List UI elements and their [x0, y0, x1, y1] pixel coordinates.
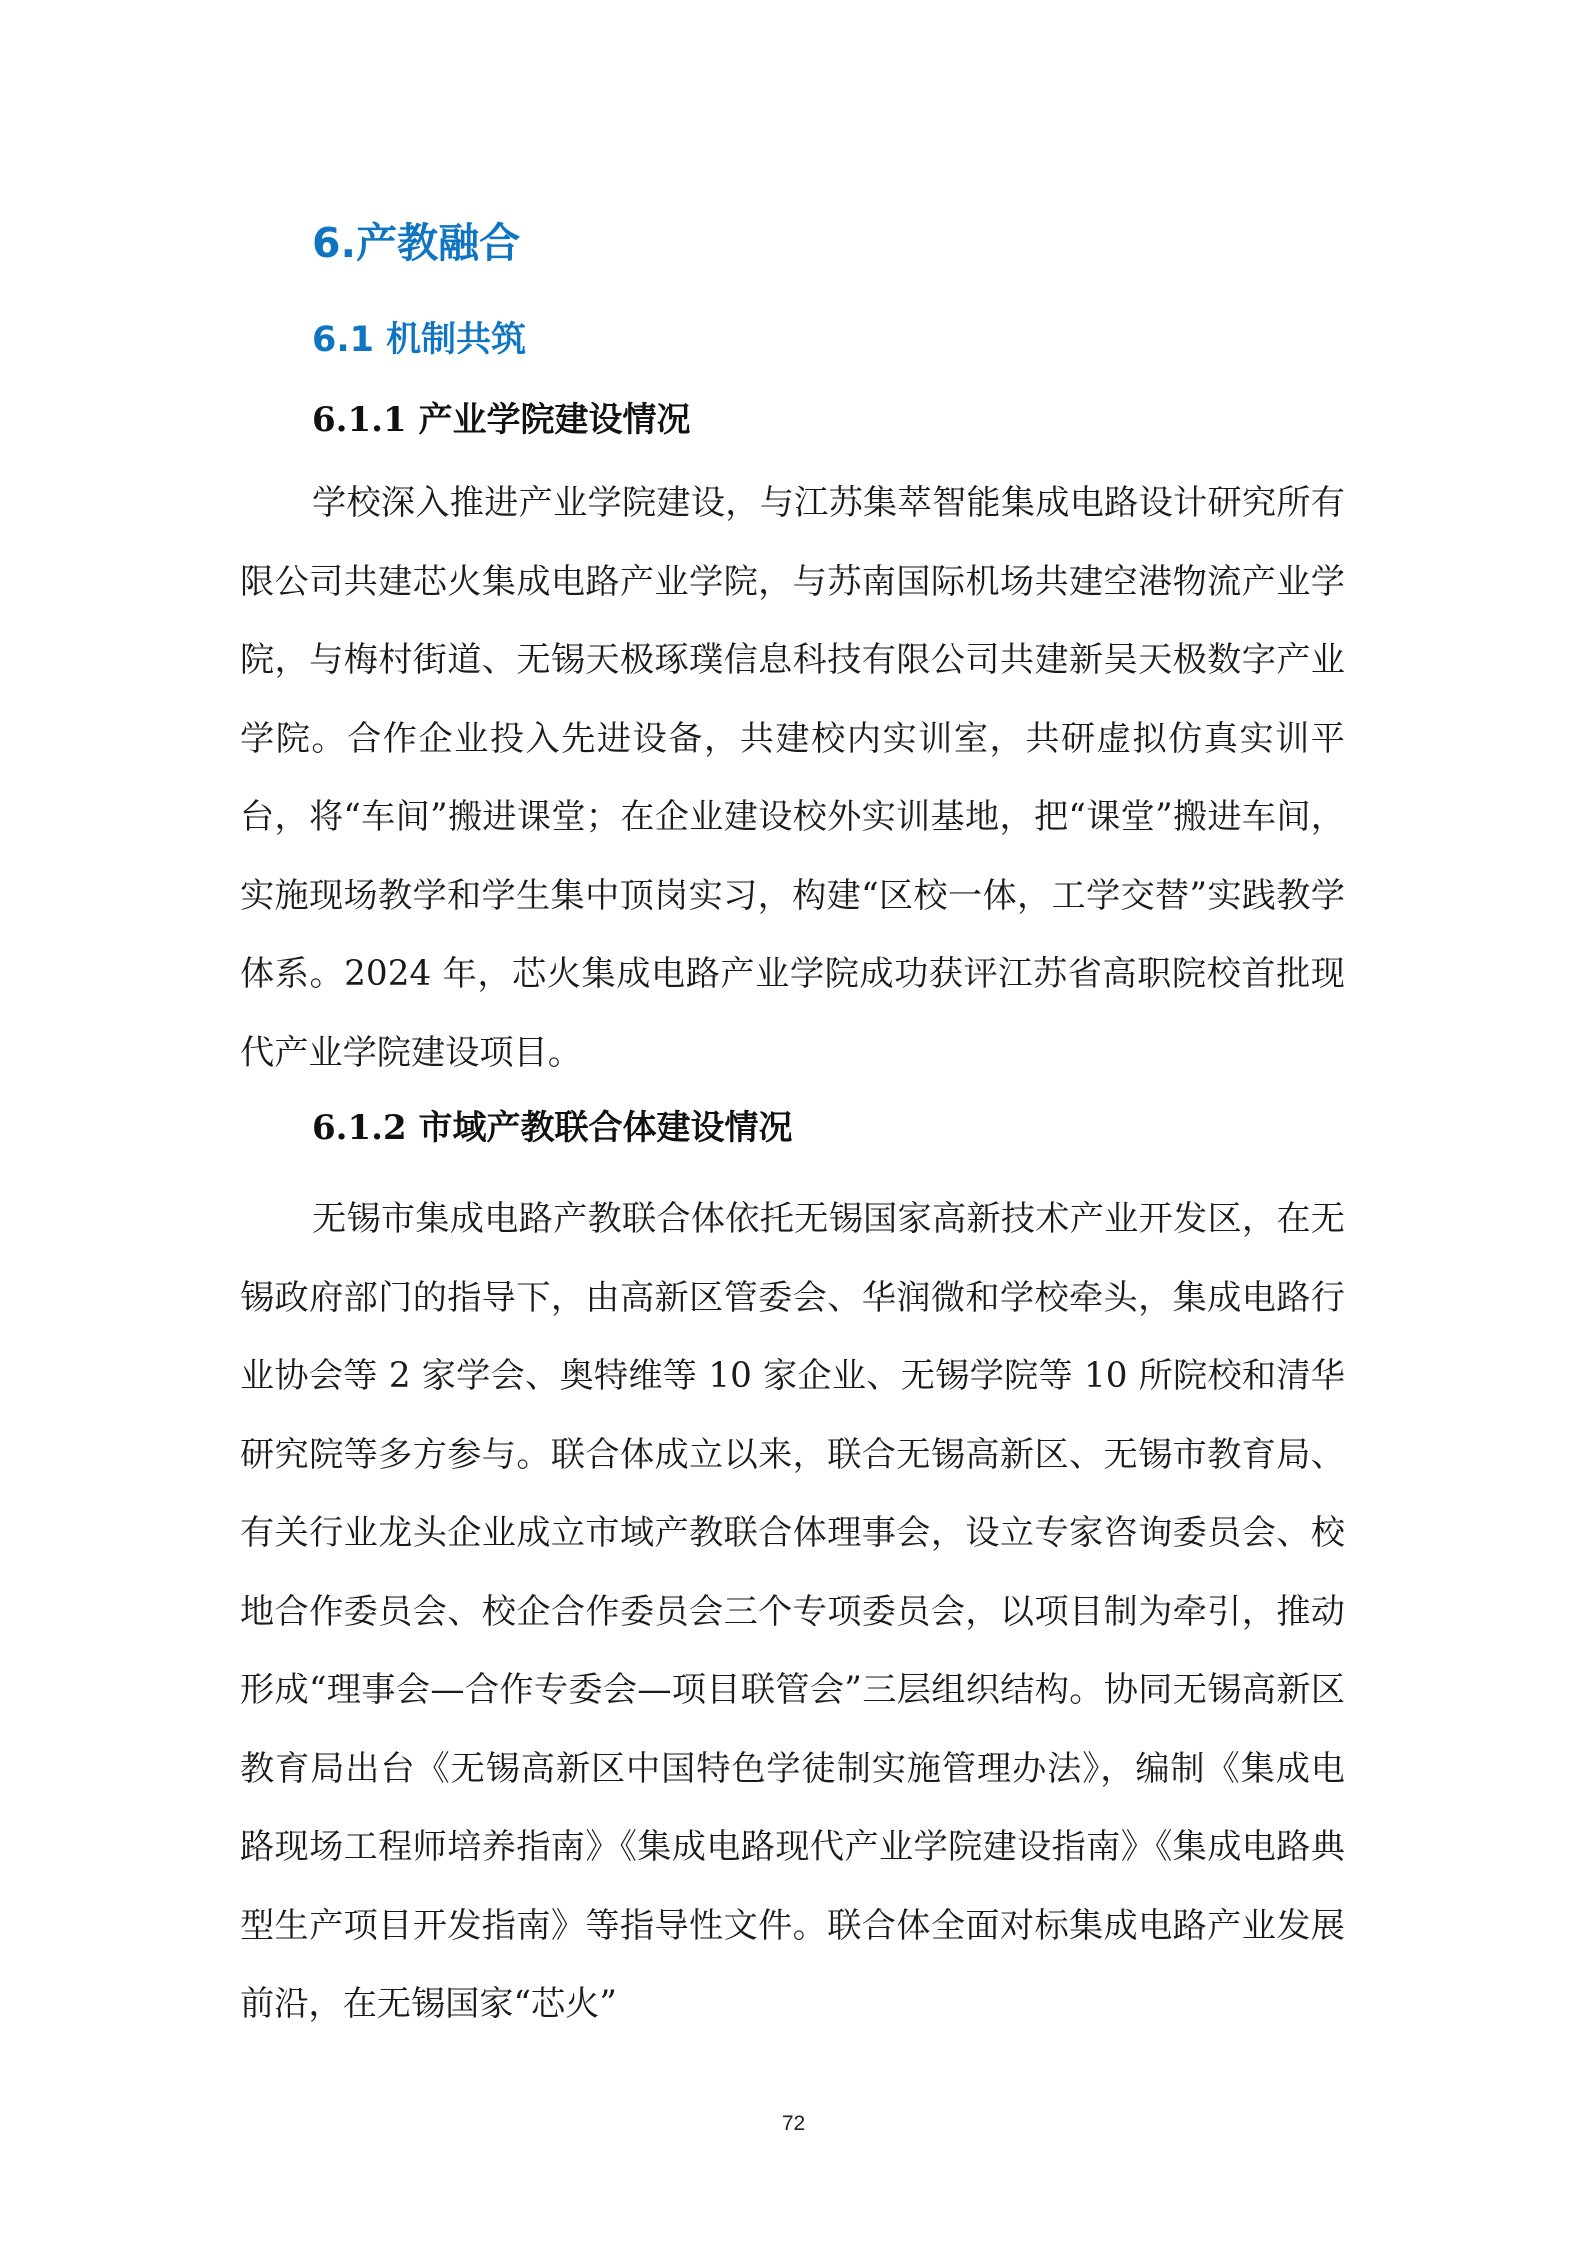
- page-number: 72: [781, 2112, 806, 2135]
- page-content: [240, 212, 1345, 2044]
- subsection-title: 6.1 机制共筑: [312, 320, 527, 360]
- subsubsection-title-industry-college: 6.1.1 产业学院建设情况: [312, 400, 691, 440]
- paragraph-industry-college: 学校深入推进产业学院建设，与江苏集萃智能集成电路设计研究所有限公司共建芯火集成电路产业学院，与苏南国际机场共建空港物流产业学院，与梅村街道、无锡天极琢璞信息科技有限公司共建新吴天极数字产业学院。合作企业投入先进设备，共建校内实训室，共研虚拟仿真实训平台，将“车间”搬进课堂；在企业建设校外实训基地，把“课堂”搬进车间，实施现场教学和学生集中顶岗实习，构建“区校一体，工学交替”实践教学体系。2024 年，芯火集成电路产业学院成功获评江苏省高职院校首批现代产业学院建设项目。: [240, 483, 1345, 1073]
- paragraph-consortium: 无锡市集成电路产教联合体依托无锡国家高新技术产业开发区，在无锡政府部门的指导下，由高新区管委会、华润微和学校牵头，集成电路行业协会等 2 家学会、奥特维等 10 家企业、无锡学院等 10 所院校和清华研究院等多方参与。联合体成立以来，联合无锡高新区、无锡市教育局、有关行业龙头企业成立市域产教联合体理事会，设立专家咨询委员会、校地合作委员会、校企合作委员会三个专项委员会，以项目制为牵引，推动形成“理事会—合作专委会—项目联管会”三层组织结构。协同无锡高新区教育局出台《无锡高新区中国特色学徒制实施管理办法》，编制《集成电路现场工程师培养指南》《集成电路现代产业学院建设指南》《集成电路典型生产项目开发指南》等指导性文件。联合体全面对标集成电路产业发展前沿，在无锡国家“芯火”: [240, 1199, 1345, 2024]
- subsubsection-title-consortium: 6.1.2 市域产教联合体建设情况: [312, 1108, 793, 1148]
- section-title: 6.产教融合: [312, 219, 521, 267]
